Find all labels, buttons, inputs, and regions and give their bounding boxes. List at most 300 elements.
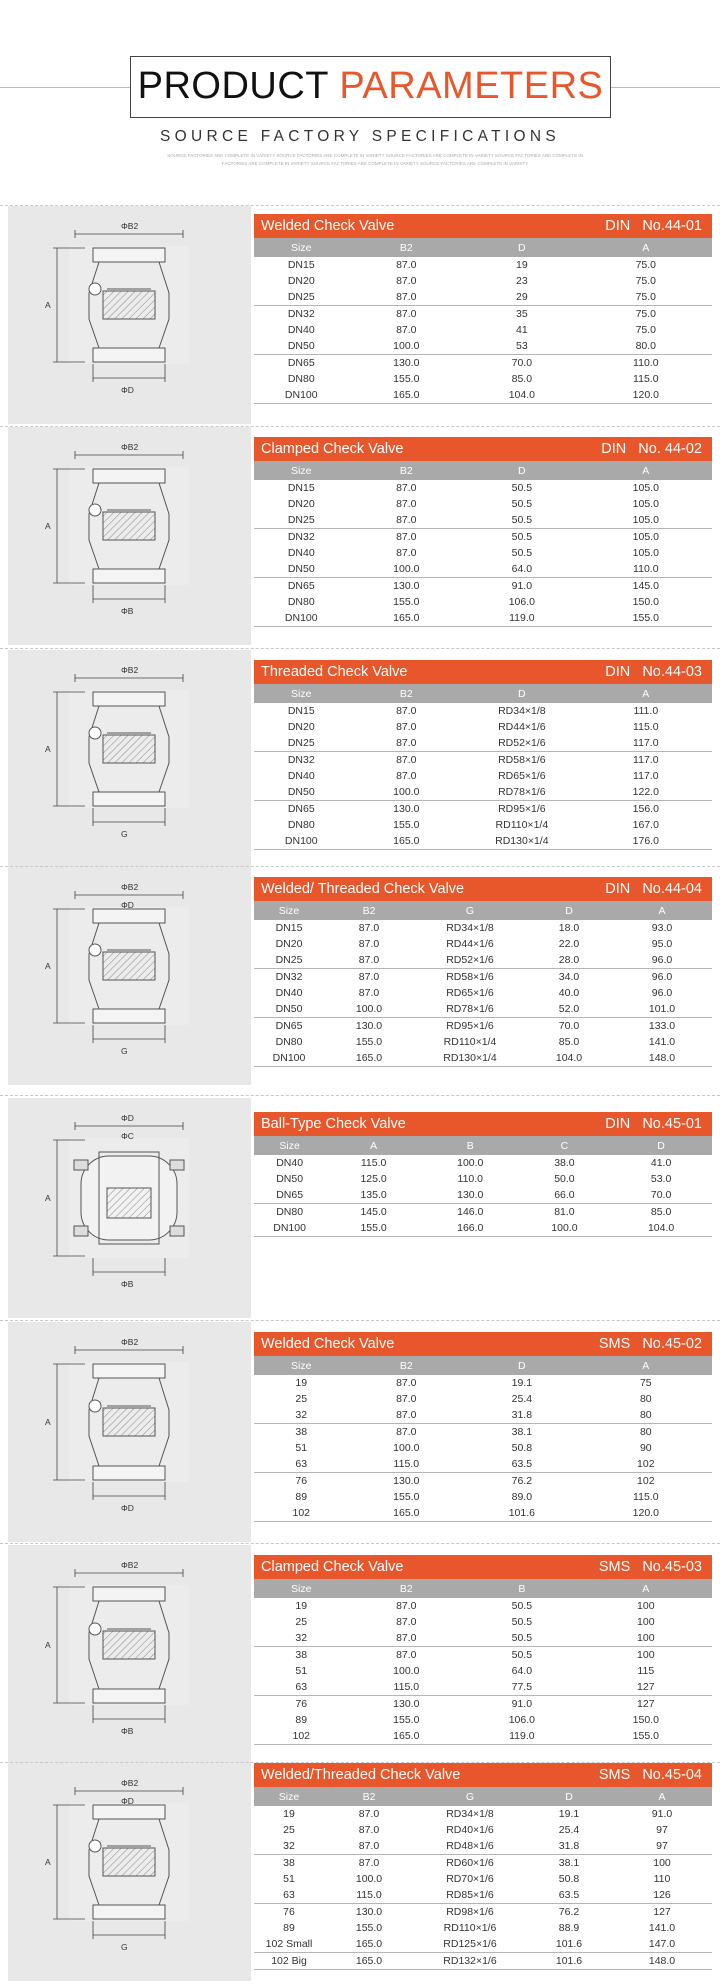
table-cell: 87.0: [396, 1649, 417, 1661]
drawing-label-a: A: [45, 300, 51, 310]
table-cell: 105.0: [632, 531, 659, 543]
drawing-label-phi-d: ΦD: [121, 900, 134, 910]
table-cell: RD78×1/6: [498, 786, 546, 798]
valve-drawing: [8, 650, 251, 868]
table-cell: 91.0: [511, 580, 533, 592]
table-cell: 102 Small: [265, 1938, 313, 1950]
table-cell: 87.0: [358, 971, 380, 983]
table-cell: 119.0: [509, 1730, 535, 1742]
table-row: [254, 1920, 712, 1936]
table-cell: RD65×1/6: [498, 770, 546, 782]
table-cell: 75.0: [635, 308, 657, 320]
column-header: Size: [291, 1359, 312, 1372]
valve-drawing: [8, 1322, 251, 1542]
table-cell: DN100: [284, 389, 318, 401]
table-cell: 64.0: [511, 563, 533, 575]
table-cell: 97: [656, 1824, 668, 1836]
standard-code: SMS No.45-03: [598, 1559, 702, 1575]
table-cell: 141.0: [648, 1036, 676, 1048]
table-cell: 87.0: [358, 1840, 380, 1852]
column-header: A: [370, 1139, 378, 1152]
table-row: [254, 257, 712, 273]
table-cell: DN100: [272, 1052, 306, 1064]
table-row: [254, 1838, 712, 1854]
table-row: [254, 594, 712, 610]
table-cell: 50.8: [558, 1873, 580, 1885]
table-cell: 32: [283, 1840, 295, 1852]
table-cell: 19: [295, 1600, 308, 1612]
table-cell: 117.0: [633, 737, 659, 749]
column-header: Size: [291, 1582, 312, 1595]
table-row: [254, 354, 712, 371]
table-row: [254, 768, 712, 784]
table-cell: 50.5: [511, 1600, 533, 1612]
table-cell: 87.0: [396, 1616, 417, 1628]
table-row: [254, 1171, 712, 1187]
spec-section: [8, 650, 712, 868]
table-cell: 34.0: [558, 971, 580, 983]
table-cell: 87.0: [396, 275, 417, 287]
valve-diagram-svg: [8, 1322, 251, 1542]
table-cell: 125.0: [360, 1173, 387, 1185]
table-cell: 141.0: [648, 1922, 676, 1934]
drawing-label-phi-d: ΦD: [121, 1113, 134, 1123]
table-cell: DN80: [276, 1206, 304, 1218]
table-cell: 127: [653, 1906, 671, 1918]
table-title: Threaded Check Valve: [261, 664, 408, 680]
table-row: [254, 1391, 712, 1407]
table-cell: 87.0: [396, 1632, 417, 1644]
table-row: [254, 817, 712, 833]
table-cell: DN25: [275, 954, 303, 966]
table-row: [254, 800, 712, 817]
table-cell: 91.0: [511, 1698, 533, 1710]
table-cell: DN40: [287, 324, 315, 336]
drawing-label-a: A: [45, 1417, 51, 1427]
table-row: [254, 387, 712, 404]
table-cell: 41: [516, 324, 528, 336]
section-divider: [0, 1762, 720, 1763]
standard-code: SMS No.45-04: [598, 1767, 702, 1783]
table-cell: DN100: [284, 612, 318, 624]
table-cell: 100.0: [393, 786, 420, 798]
table-cell: 155.0: [393, 596, 420, 608]
table-cell: 87.0: [396, 324, 417, 336]
column-header: A: [642, 1359, 650, 1372]
table-cell: 88.9: [558, 1922, 580, 1934]
table-cell: 155.0: [355, 1036, 383, 1048]
table-cell: DN100: [284, 835, 318, 847]
table-cell: RD130×1/4: [495, 835, 549, 847]
page-header: [0, 0, 720, 200]
table-cell: 87.0: [396, 547, 417, 559]
table-cell: RD110×1/4: [495, 819, 549, 831]
table-title: Welded/ Threaded Check Valve: [261, 881, 465, 897]
drawing-label-a: A: [45, 1640, 51, 1650]
table-cell: 104.0: [555, 1052, 583, 1064]
table-cell: 75: [639, 1377, 652, 1389]
table-cell: DN15: [287, 705, 315, 717]
table-cell: 18.0: [558, 922, 580, 934]
table-cell: 77.5: [511, 1681, 533, 1693]
column-header: A: [642, 687, 650, 700]
table-cell: 126: [653, 1889, 671, 1901]
table-cell: 25: [295, 1616, 308, 1628]
table-cell: 167.0: [632, 819, 659, 831]
spec-section: [8, 206, 712, 424]
table-cell: RD95×1/6: [446, 1020, 494, 1032]
table-cell: 38.1: [558, 1857, 580, 1869]
title-word-parameters: PARAMETERS: [339, 65, 604, 107]
table-cell: 32: [295, 1632, 308, 1644]
column-header: Size: [279, 1139, 300, 1152]
standard-code: DIN No.44-01: [605, 218, 702, 234]
table-cell: 63: [295, 1681, 308, 1693]
table-cell: 130.0: [393, 357, 420, 369]
table-cell: 104.0: [647, 1222, 675, 1234]
table-cell: RD98×1/6: [446, 1906, 494, 1918]
table-cell: 50.5: [511, 482, 533, 494]
table-cell: 63: [295, 1458, 308, 1470]
section-divider: [0, 648, 720, 649]
table-cell: DN65: [287, 357, 315, 369]
table-header-row: [254, 684, 712, 703]
drawing-label-phi-b: ΦB: [121, 1279, 134, 1289]
table-row: [254, 1646, 712, 1663]
table-cell: DN20: [275, 938, 303, 950]
table-cell: DN65: [287, 580, 315, 592]
table-cell: 165.0: [355, 1052, 383, 1064]
table-cell: 130.0: [393, 1698, 420, 1710]
table-cell: 115.0: [393, 1681, 420, 1693]
table-cell: 119.0: [509, 612, 535, 624]
table-cell: RD85×1/6: [446, 1889, 494, 1901]
table-cell: 80.0: [635, 340, 657, 352]
table-cell: 87.0: [396, 737, 417, 749]
table-cell: 130.0: [355, 1906, 383, 1918]
valve-diagram-svg: [8, 427, 251, 645]
table-cell: 147.0: [648, 1938, 676, 1950]
table-cell: 87.0: [396, 1426, 417, 1438]
table-row: [254, 1663, 712, 1679]
table-cell: 115.0: [633, 721, 659, 733]
title-word-product: PRODUCT: [137, 65, 329, 107]
table-cell: DN32: [275, 971, 303, 983]
table-cell: 101.6: [508, 1507, 535, 1519]
spec-section: [8, 427, 712, 645]
table-cell: RD58×1/6: [498, 754, 546, 766]
table-cell: 76: [295, 1698, 308, 1710]
table-cell: 51: [295, 1442, 308, 1454]
table-cell: 127: [637, 1681, 655, 1693]
table-cell: 155.0: [393, 819, 420, 831]
table-cell: 110.0: [633, 357, 659, 369]
section-divider: [0, 1095, 720, 1096]
table-row: [254, 577, 712, 594]
table-row: [254, 322, 712, 338]
table-title-bar: [254, 214, 712, 238]
column-header: Size: [278, 1790, 300, 1803]
table-row: [254, 1822, 712, 1838]
table-row: [254, 1017, 712, 1034]
table-cell: 76.2: [511, 1475, 533, 1487]
table-cell: 80: [639, 1409, 652, 1421]
valve-diagram-svg: [8, 206, 251, 424]
table-cell: DN32: [287, 308, 315, 320]
table-cell: 102 Big: [271, 1955, 307, 1967]
table-cell: 80: [639, 1393, 652, 1405]
table-cell: 145.0: [360, 1206, 387, 1218]
standard-code: DIN No. 44-02: [601, 441, 702, 457]
fine-print-line-1: SOURCE FACTORIES ARE COMPLETE IN VARIETY SOURCE FACTORIES ARE COMPLETE IN VARIETY SOURCE FACTORIES ARE COMPLETE IN VARIETY SOURCE FACTORIES ARE COMPLETE IN: [167, 153, 583, 158]
table-cell: 51: [283, 1873, 295, 1885]
column-header: Size: [278, 904, 300, 917]
spec-table: [254, 214, 712, 404]
table-cell: 117.0: [633, 770, 659, 782]
table-cell: DN65: [275, 1020, 303, 1032]
spec-section: [8, 1322, 712, 1542]
column-header: B2: [362, 1790, 376, 1803]
valve-diagram-svg: [8, 867, 251, 1085]
table-cell: RD40×1/6: [446, 1824, 494, 1836]
spec-section: [8, 867, 712, 1085]
table-cell: 28.0: [558, 954, 580, 966]
table-cell: 110.0: [633, 563, 659, 575]
table-cell: 87.0: [396, 1409, 417, 1421]
table-row: [254, 1505, 712, 1522]
table-cell: 22.0: [558, 938, 580, 950]
column-header: A: [658, 904, 666, 917]
table-row: [254, 1034, 712, 1050]
table-cell: 19: [283, 1808, 295, 1820]
table-cell: 148.0: [648, 1955, 676, 1967]
table-cell: 19: [295, 1377, 308, 1389]
column-header: D: [518, 1359, 526, 1372]
table-title: Welded Check Valve: [261, 1336, 395, 1352]
table-cell: 120.0: [632, 1507, 659, 1519]
table-cell: 89.0: [511, 1491, 533, 1503]
table-cell: 115: [637, 1665, 655, 1677]
table-cell: 38: [283, 1857, 295, 1869]
fine-print-line-2: FACTORIES ARE COMPLETE IN VARIETY SOURCE FACTORIES ARE COMPLETE IN VARIETY SOURCE FACTORIES ARE COMPLETE IN VARIETY: [221, 161, 529, 166]
table-cell: 70.0: [650, 1189, 672, 1201]
table-cell: DN100: [273, 1222, 306, 1234]
column-header: A: [642, 241, 650, 254]
table-cell: 75.0: [635, 259, 657, 271]
table-cell: RD70×1/6: [446, 1873, 494, 1885]
valve-drawing: [8, 867, 251, 1085]
table-cell: 110.0: [457, 1173, 484, 1185]
table-cell: 25.4: [511, 1393, 533, 1405]
drawing-label-phi-d: ΦD: [121, 385, 134, 395]
column-header: D: [657, 1139, 665, 1152]
drawing-label-phi-b2: ΦB2: [121, 1778, 139, 1788]
column-header: D: [518, 241, 526, 254]
table-cell: 115.0: [356, 1889, 382, 1901]
table-cell: 100: [637, 1616, 655, 1628]
table-cell: 50.8: [511, 1442, 533, 1454]
header-title-box: [130, 56, 611, 118]
table-row: [254, 968, 712, 985]
table-cell: 87.0: [396, 1377, 417, 1389]
table-cell: 96.0: [651, 954, 673, 966]
table-cell: 127: [637, 1698, 655, 1710]
section-divider: [0, 205, 720, 206]
table-row: [254, 833, 712, 850]
table-cell: RD130×1/4: [443, 1052, 497, 1064]
table-cell: RD110×1/6: [443, 1922, 497, 1934]
valve-drawing: [8, 1098, 251, 1318]
section-divider: [0, 1543, 720, 1544]
table-cell: DN20: [287, 498, 315, 510]
table-cell: RD44×1/6: [498, 721, 546, 733]
table-cell: RD52×1/6: [498, 737, 546, 749]
table-cell: 115.0: [633, 373, 659, 385]
column-header: A: [642, 1582, 650, 1595]
table-cell: 176.0: [632, 835, 659, 847]
table-cell: 97: [656, 1840, 668, 1852]
table-cell: 25: [283, 1824, 295, 1836]
table-cell: RD44×1/6: [446, 938, 494, 950]
table-cell: 104.0: [508, 389, 535, 401]
table-cell: 102: [637, 1475, 655, 1487]
drawing-label-a: A: [45, 1193, 51, 1203]
table-cell: DN15: [287, 482, 315, 494]
table-cell: 96.0: [651, 987, 673, 999]
table-cell: 155.0: [393, 1491, 420, 1503]
table-cell: DN40: [287, 770, 315, 782]
table-row: [254, 1001, 712, 1017]
table-cell: 53: [516, 340, 528, 352]
table-cell: RD34×1/8: [498, 705, 546, 717]
table-cell: DN80: [287, 596, 315, 608]
table-cell: 100: [637, 1600, 655, 1612]
table-title: Welded/Threaded Check Valve: [261, 1767, 461, 1783]
column-header: D: [565, 1790, 573, 1803]
table-row: [254, 952, 712, 968]
table-row: [254, 1614, 712, 1630]
table-cell: 23: [516, 275, 528, 287]
column-header: Size: [291, 464, 312, 477]
table-cell: 145.0: [632, 580, 659, 592]
column-header: B2: [362, 904, 376, 917]
spec-table: [254, 1555, 712, 1745]
valve-drawing: [8, 1545, 251, 1765]
column-header: B2: [399, 241, 413, 254]
table-cell: 102: [292, 1507, 311, 1519]
table-header-row: [254, 461, 712, 480]
table-cell: 105.0: [632, 482, 659, 494]
table-title: Welded Check Valve: [261, 218, 395, 234]
drawing-label-a: A: [45, 521, 51, 531]
table-cell: 35: [516, 308, 528, 320]
table-row: [254, 480, 712, 496]
table-cell: 87.0: [396, 1600, 417, 1612]
table-cell: 85.0: [558, 1036, 580, 1048]
column-header: B2: [399, 687, 413, 700]
table-cell: RD34×1/8: [446, 922, 494, 934]
table-row: [254, 1695, 712, 1712]
table-cell: 111.0: [633, 705, 659, 717]
table-cell: 87.0: [358, 1808, 380, 1820]
table-row: [254, 985, 712, 1001]
table-cell: 87.0: [358, 987, 380, 999]
table-cell: 105.0: [632, 514, 659, 526]
column-header: D: [518, 687, 526, 700]
table-cell: 91.0: [651, 1808, 673, 1820]
table-cell: 87.0: [396, 482, 417, 494]
table-cell: 87.0: [358, 1824, 380, 1836]
table-cell: DN80: [287, 373, 315, 385]
table-row: [254, 1407, 712, 1423]
table-cell: 101.0: [648, 1003, 676, 1015]
table-cell: RD95×1/6: [498, 803, 546, 815]
table-cell: 166.0: [457, 1222, 484, 1234]
table-cell: 130.0: [393, 1475, 420, 1487]
table-cell: RD34×1/8: [446, 1808, 494, 1820]
table-row: [254, 496, 712, 512]
table-cell: DN25: [287, 291, 315, 303]
table-cell: 32: [295, 1409, 308, 1421]
table-cell: DN25: [287, 514, 315, 526]
table-cell: 100: [637, 1632, 655, 1644]
table-row: [254, 305, 712, 322]
table-cell: 87.0: [396, 259, 417, 271]
table-cell: 63: [283, 1889, 295, 1901]
table-cell: 41.0: [650, 1157, 672, 1169]
table-cell: 135.0: [360, 1189, 387, 1201]
table-cell: DN50: [287, 786, 315, 798]
table-cell: 40.0: [558, 987, 580, 999]
table-cell: 87.0: [358, 954, 380, 966]
spec-table: [254, 1112, 712, 1237]
table-cell: 31.8: [511, 1409, 533, 1421]
column-header: D: [565, 904, 573, 917]
table-row: [254, 1728, 712, 1745]
table-cell: 130.0: [393, 580, 420, 592]
table-title: Ball-Type Check Valve: [261, 1116, 406, 1132]
column-header: Size: [291, 241, 312, 254]
table-cell: 122.0: [632, 786, 659, 798]
table-cell: 150.0: [632, 596, 659, 608]
table-title: Clamped Check Valve: [261, 441, 404, 457]
table-cell: 25.4: [558, 1824, 580, 1836]
table-cell: DN40: [275, 987, 303, 999]
table-title-bar: [254, 1555, 712, 1579]
table-cell: 155.0: [355, 1922, 383, 1934]
table-row: [254, 1220, 712, 1237]
table-cell: 110: [653, 1873, 671, 1885]
table-cell: 80: [639, 1426, 652, 1438]
table-cell: 25: [295, 1393, 308, 1405]
table-row: [254, 1440, 712, 1456]
table-cell: 115.0: [360, 1157, 387, 1169]
table-cell: 105.0: [632, 498, 659, 510]
drawing-label-phi-b2: ΦB2: [121, 665, 139, 675]
table-cell: 155.0: [360, 1222, 387, 1234]
drawing-label-phi-b2: ΦB2: [121, 442, 139, 452]
table-cell: 155.0: [632, 1730, 659, 1742]
table-cell: 155.0: [393, 1714, 420, 1726]
page-title: [131, 57, 610, 115]
table-cell: 89: [283, 1922, 295, 1934]
standard-code: DIN No.45-01: [605, 1116, 702, 1132]
table-cell: 120.0: [632, 389, 659, 401]
table-cell: 70.0: [511, 357, 533, 369]
table-cell: DN80: [275, 1036, 303, 1048]
table-row: [254, 1854, 712, 1871]
table-cell: 76: [283, 1906, 295, 1918]
